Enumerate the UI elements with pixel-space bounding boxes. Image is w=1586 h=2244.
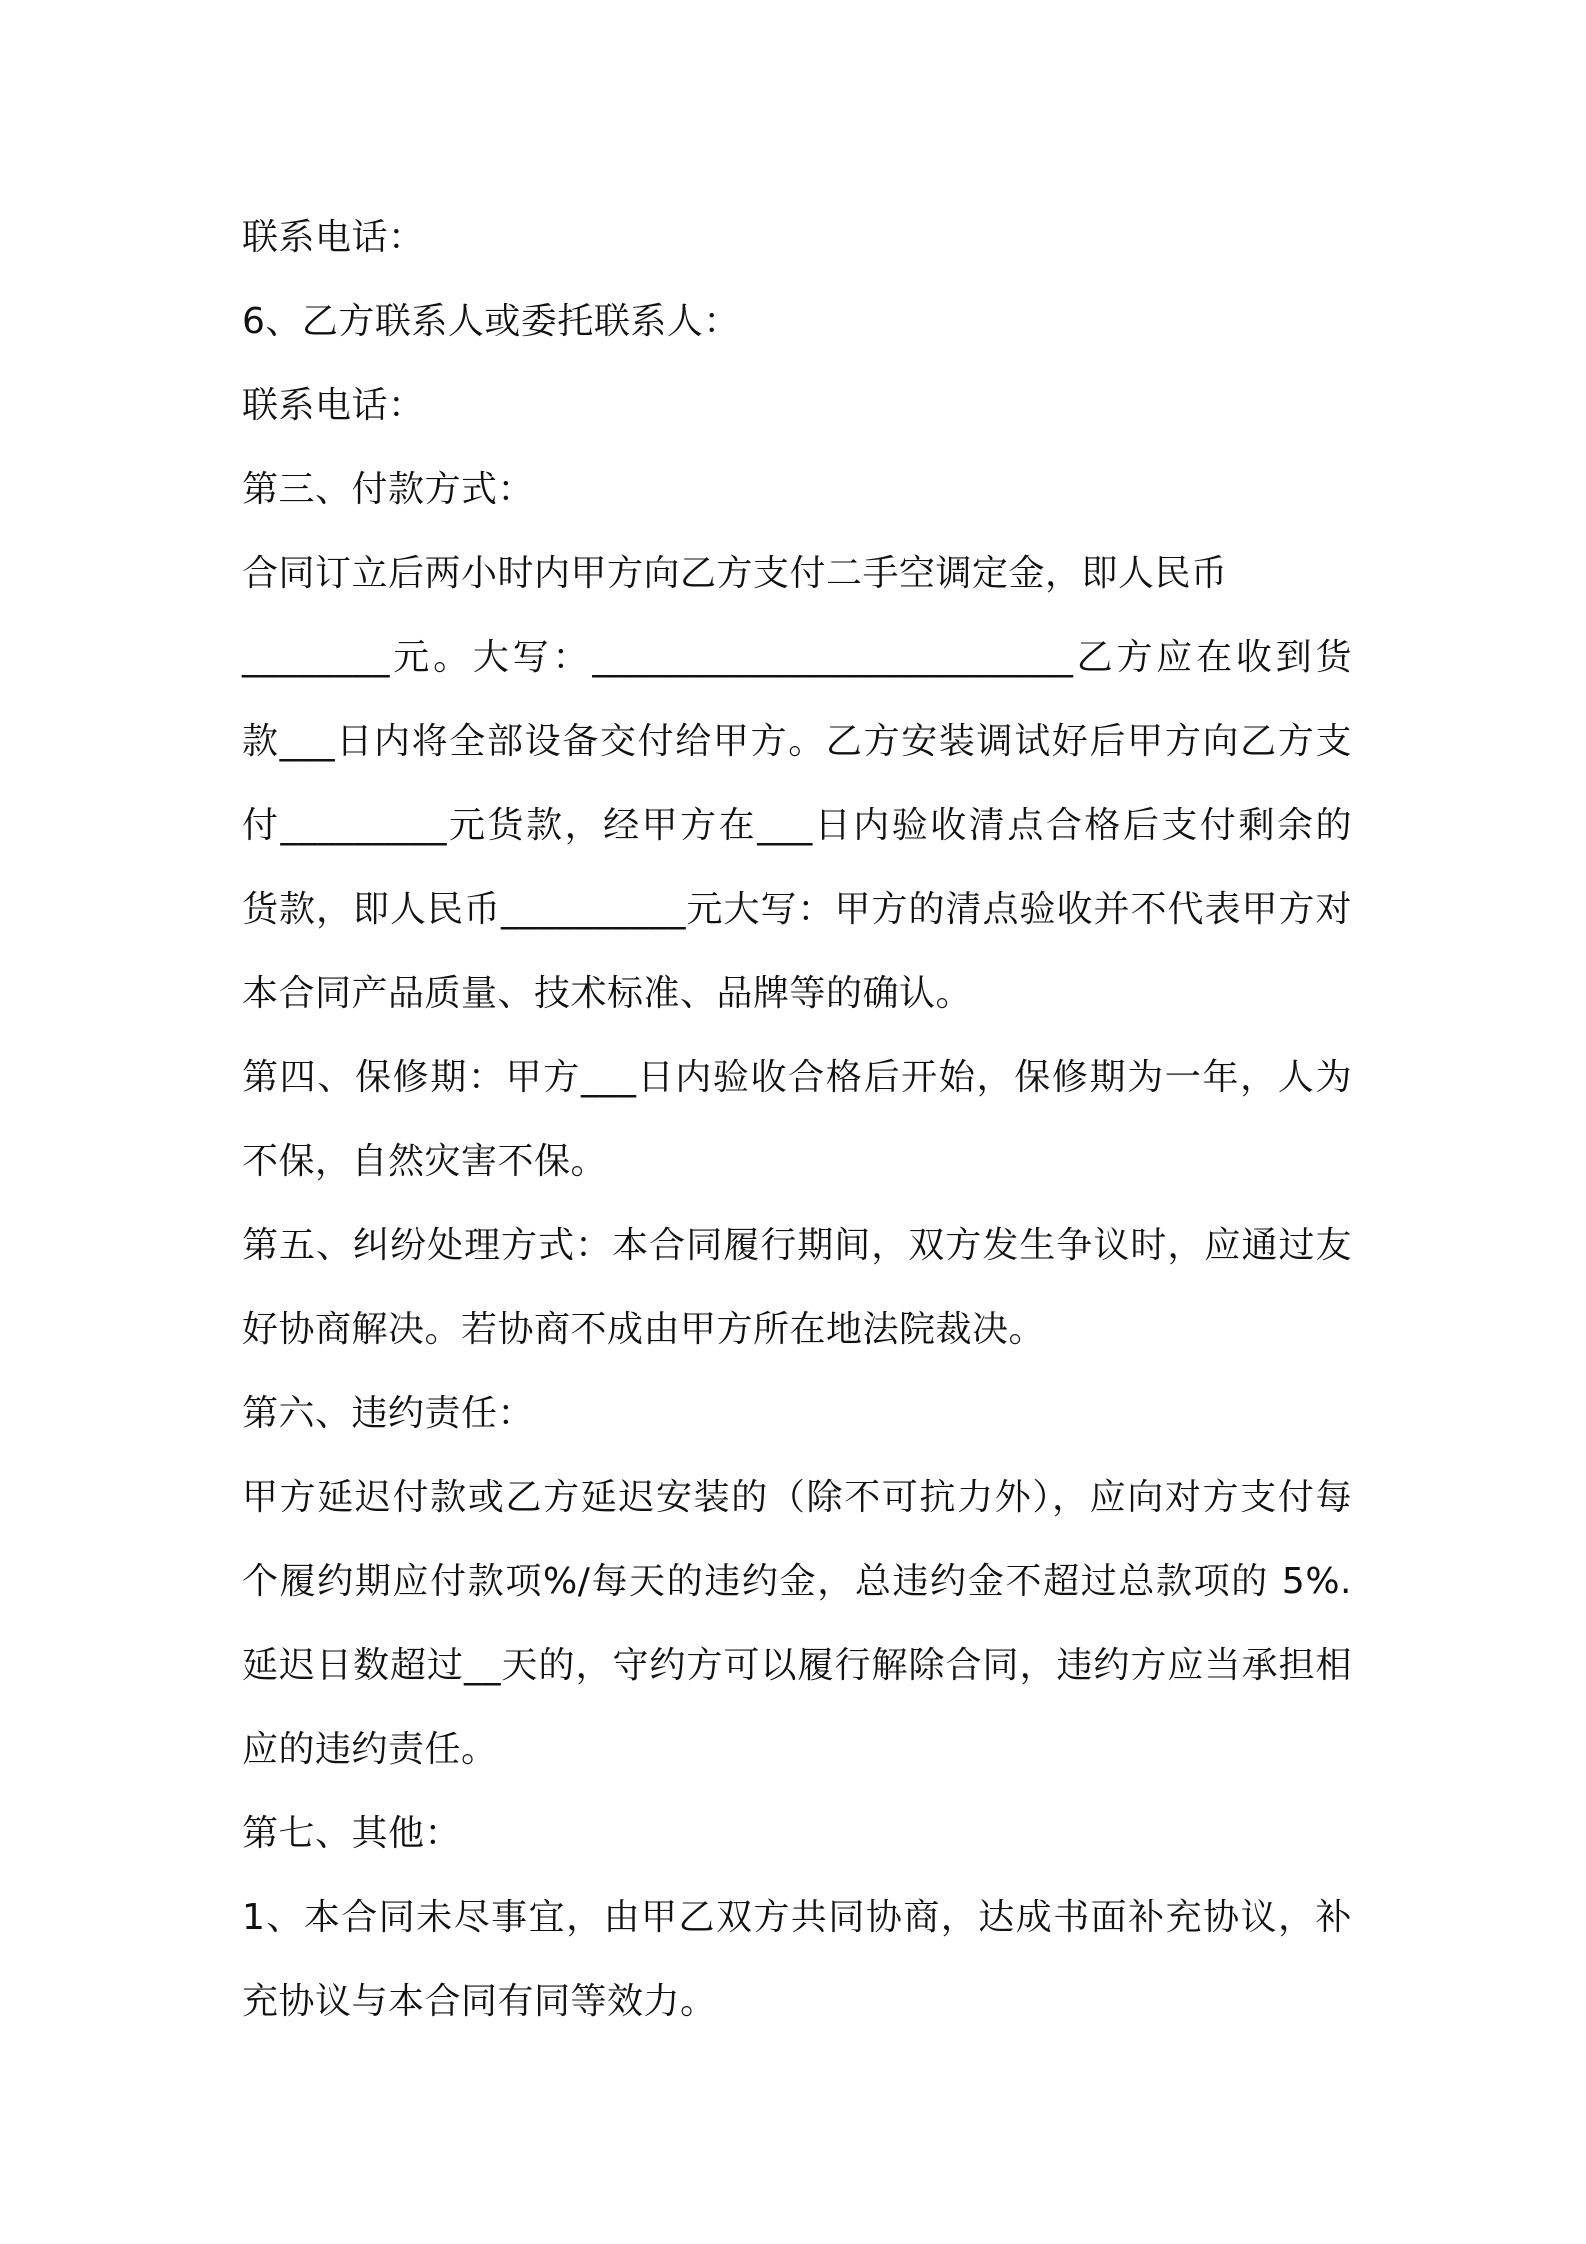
section-7-item-1-line-1: 1、本合同未尽事宜，由甲乙双方共同协商，达成书面补充协议，补: [242, 1897, 1352, 1938]
contact-phone-line-2: 联系电话：: [242, 385, 425, 426]
section-6-line-3: 延迟日数超过__天的，守约方可以履行解除合同，违约方应当承担相: [242, 1645, 1352, 1686]
section-6-line-2: 个履约期应付款项%/每天的违约金，总违约金不超过总款项的 5%.: [242, 1561, 1352, 1602]
payment-line-4: 付_________元货款，经甲方在___日内验收清点合格后支付剩余的: [242, 805, 1352, 846]
payment-line-1: 合同订立后两小时内甲方向乙方支付二手空调定金，即人民币: [242, 553, 1228, 594]
payment-line-2: ________元。大写：__________________________乙方应在收到货: [242, 637, 1352, 678]
section-6-line-4: 应的违约责任。: [242, 1729, 498, 1770]
section-4-line-1: 第四、保修期：甲方___日内验收合格后开始，保修期为一年，人为: [242, 1057, 1352, 1098]
document-body: [242, 196, 1352, 2044]
section-3-heading: 第三、付款方式：: [242, 469, 535, 510]
payment-line-6: 本合同产品质量、技术标准、品牌等的确认。: [242, 973, 973, 1014]
party-b-contact-line: 6、乙方联系人或委托联系人：: [242, 301, 740, 342]
section-5-line-2: 好协商解决。若协商不成由甲方所在地法院裁决。: [242, 1309, 1046, 1350]
payment-line-5: 货款，即人民币__________元大写：甲方的清点验收并不代表甲方对: [242, 889, 1352, 930]
section-4-line-2: 不保，自然灾害不保。: [242, 1141, 608, 1182]
payment-line-3: 款___日内将全部设备交付给甲方。乙方安装调试好后甲方向乙方支: [242, 721, 1352, 762]
contact-phone-line-1: 联系电话：: [242, 217, 425, 258]
section-7-heading: 第七、其他：: [242, 1813, 462, 1854]
section-7-item-1-line-2: 充协议与本合同有同等效力。: [242, 1981, 717, 2022]
section-6-heading: 第六、违约责任：: [242, 1393, 535, 1434]
section-6-line-1: 甲方延迟付款或乙方延迟安装的（除不可抗力外），应向对方支付每: [242, 1477, 1352, 1518]
section-5-line-1: 第五、纠纷处理方式：本合同履行期间，双方发生争议时，应通过友: [242, 1225, 1352, 1266]
